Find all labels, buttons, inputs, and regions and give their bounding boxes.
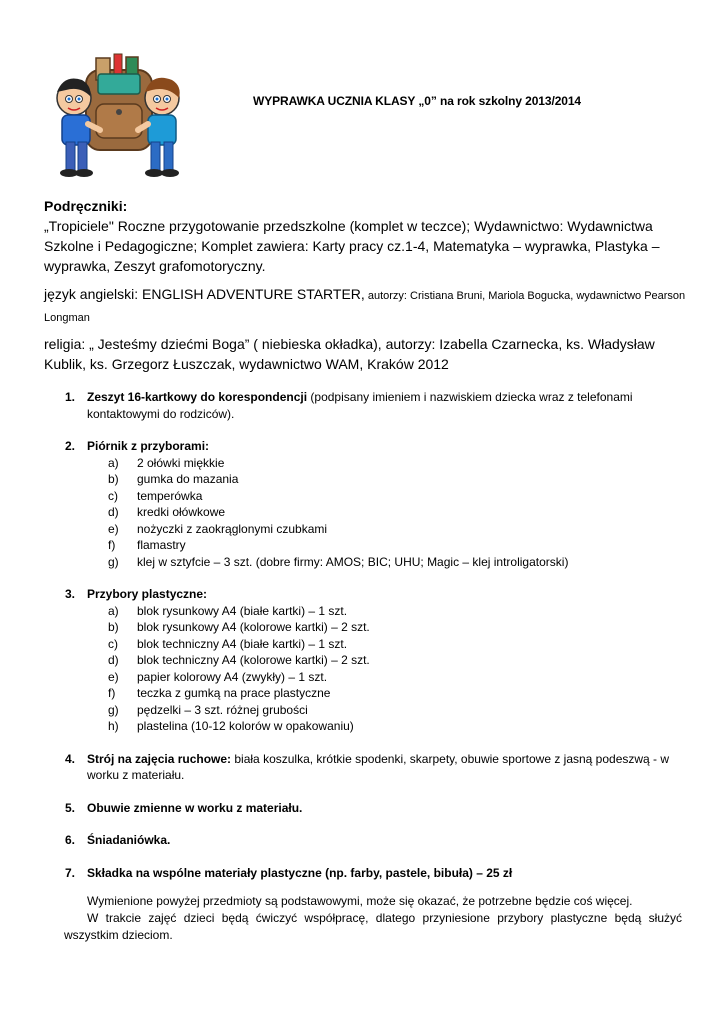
item-text: klej w sztyfcie – 3 szt. (dobre firmy: AMOS; BIC; UHU; Magic – klej introligatorski) — [137, 554, 569, 569]
item-text: blok rysunkowy A4 (białe kartki) – 1 szt. — [137, 603, 348, 618]
item-letter: d) — [108, 505, 119, 519]
item-text: teczka z gumką na prace plastyczne — [137, 686, 331, 700]
item-letter: e) — [108, 521, 119, 536]
item-text: blok techniczny A4 (białe kartki) – 1 szt. — [137, 636, 348, 651]
item-title: Piórnik z przyborami: — [87, 439, 210, 453]
item-letter: c) — [108, 636, 118, 651]
list-item-4 — [65, 751, 685, 784]
item-title: Przybory plastyczne: — [87, 587, 208, 601]
school-kids-logo — [44, 52, 192, 184]
item-number: 7. — [65, 865, 76, 880]
list-item — [108, 521, 685, 538]
item-letter: g) — [108, 554, 119, 569]
tropiciele-text: „Tropiciele" Roczne przygotowanie przedszkolne (komplet w teczce); Wydawnictwo: Wydawnictwa Szkolne i Pedagogiczne; Komplet zawiera: Karty pracy cz.1-4, Matematyka – wyprawka, Plastyka – wyprawka, Zeszyt grafomotoryczny. — [44, 218, 660, 274]
item-desc: biała koszulka, krótkie spodenki, skarpety, obuwie sportowe z jasną podeszwą - w worku z materiału. — [87, 751, 670, 782]
list-item-1 — [65, 389, 685, 422]
item-letter: f) — [108, 686, 116, 700]
footer-notes — [64, 893, 682, 944]
item-letter: e) — [108, 669, 119, 684]
religion-book: religia: „ Jesteśmy dziećmi Boga” ( niebieska okładka), autorzy: Izabella Czarnecka, ks. Władysław Kublik, ks. Grzegorz Łuszczak, wydawnictwo WAM, Kraków 2012 — [44, 336, 655, 372]
list-item — [108, 636, 685, 653]
list-item — [108, 652, 685, 669]
item-letter: a) — [108, 603, 119, 618]
list-item-6 — [65, 832, 685, 849]
item-letter: b) — [108, 620, 119, 634]
item-letter: d) — [108, 653, 119, 667]
list-item-5 — [65, 800, 685, 817]
item-text: flamastry — [137, 538, 186, 552]
item-text: pędzelki – 3 szt. różnej grubości — [137, 702, 308, 717]
list-item — [108, 471, 685, 488]
footer-note-2: W trakcie zajęć dzieci będą ćwiczyć współpracę, dlatego przyniesione przybory plastyczne będą służyć wszystkim dzieciom. — [64, 911, 682, 942]
item-letter: g) — [108, 702, 119, 717]
art-supplies-sublist — [87, 603, 685, 735]
item-number: 6. — [65, 833, 76, 847]
english-book — [44, 284, 690, 328]
list-item — [108, 669, 685, 686]
item-number: 4. — [65, 751, 76, 766]
item-text: blok rysunkowy A4 (kolorowe kartki) – 2 szt. — [137, 620, 370, 634]
item-letter: h) — [108, 719, 119, 733]
list-item-3 — [65, 586, 685, 735]
item-title: Śniadaniówka. — [87, 833, 171, 847]
item-number: 3. — [65, 587, 76, 601]
item-letter: b) — [108, 472, 119, 486]
list-item — [108, 488, 685, 505]
list-item — [108, 554, 685, 571]
list-item — [108, 702, 685, 719]
item-letter: f) — [108, 538, 116, 552]
supplies-list — [65, 389, 685, 897]
books-section — [44, 196, 690, 276]
list-item — [108, 504, 685, 521]
item-letter: c) — [108, 488, 118, 503]
list-item — [108, 685, 685, 702]
pencil-case-sublist — [87, 455, 685, 571]
item-title: Strój na zajęcia ruchowe: — [87, 751, 232, 766]
item-desc: (podpisany imieniem i nazwiskiem dziecka wraz z telefonami kontaktowymi do rodziców). — [87, 390, 633, 421]
item-number: 2. — [65, 439, 76, 453]
list-item — [108, 603, 685, 620]
list-item — [108, 455, 685, 472]
english-label: język angielski: ENGLISH ADVENTURE STARTER, — [44, 286, 365, 302]
english-authors: autorzy: Cristiana Bruni, Mariola Bogucka, wydawnictwo Pearson Longman — [44, 290, 686, 324]
list-item-2 — [65, 438, 685, 570]
item-text: temperówka — [137, 488, 203, 503]
item-text: nożyczki z zaokrąglonymi czubkami — [137, 521, 328, 536]
item-text: blok techniczny A4 (kolorowe kartki) – 2 szt. — [137, 653, 370, 667]
list-item — [108, 619, 685, 636]
list-item-7 — [65, 865, 685, 882]
item-title: Obuwie zmienne w worku z materiału. — [87, 800, 303, 815]
item-title: Zeszyt 16-kartkowy do korespondencji — [87, 390, 308, 404]
page-title: WYPRAWKA UCZNIA KLASY „0” na rok szkolny 2013/2014 — [253, 94, 581, 108]
item-text: papier kolorowy A4 (zwykły) – 1 szt. — [137, 669, 328, 684]
item-number: 1. — [65, 390, 76, 404]
list-item — [108, 537, 685, 554]
footer-note-1: Wymienione powyżej przedmioty są podstawowymi, może się okazać, że potrzebne będzie coś więcej. — [87, 894, 633, 908]
list-item — [108, 718, 685, 735]
books-heading: Podręczniki: — [44, 198, 128, 214]
item-letter: a) — [108, 455, 119, 470]
item-number: 5. — [65, 800, 76, 815]
item-title: Składka na wspólne materiały plastyczne (np. farby, pastele, bibuła) – 25 zł — [87, 865, 513, 880]
item-text: 2 ołówki miękkie — [137, 455, 225, 470]
item-text: kredki ołówkowe — [137, 505, 226, 519]
item-text: plastelina (10-12 kolorów w opakowaniu) — [137, 719, 354, 733]
item-text: gumka do mazania — [137, 472, 239, 486]
